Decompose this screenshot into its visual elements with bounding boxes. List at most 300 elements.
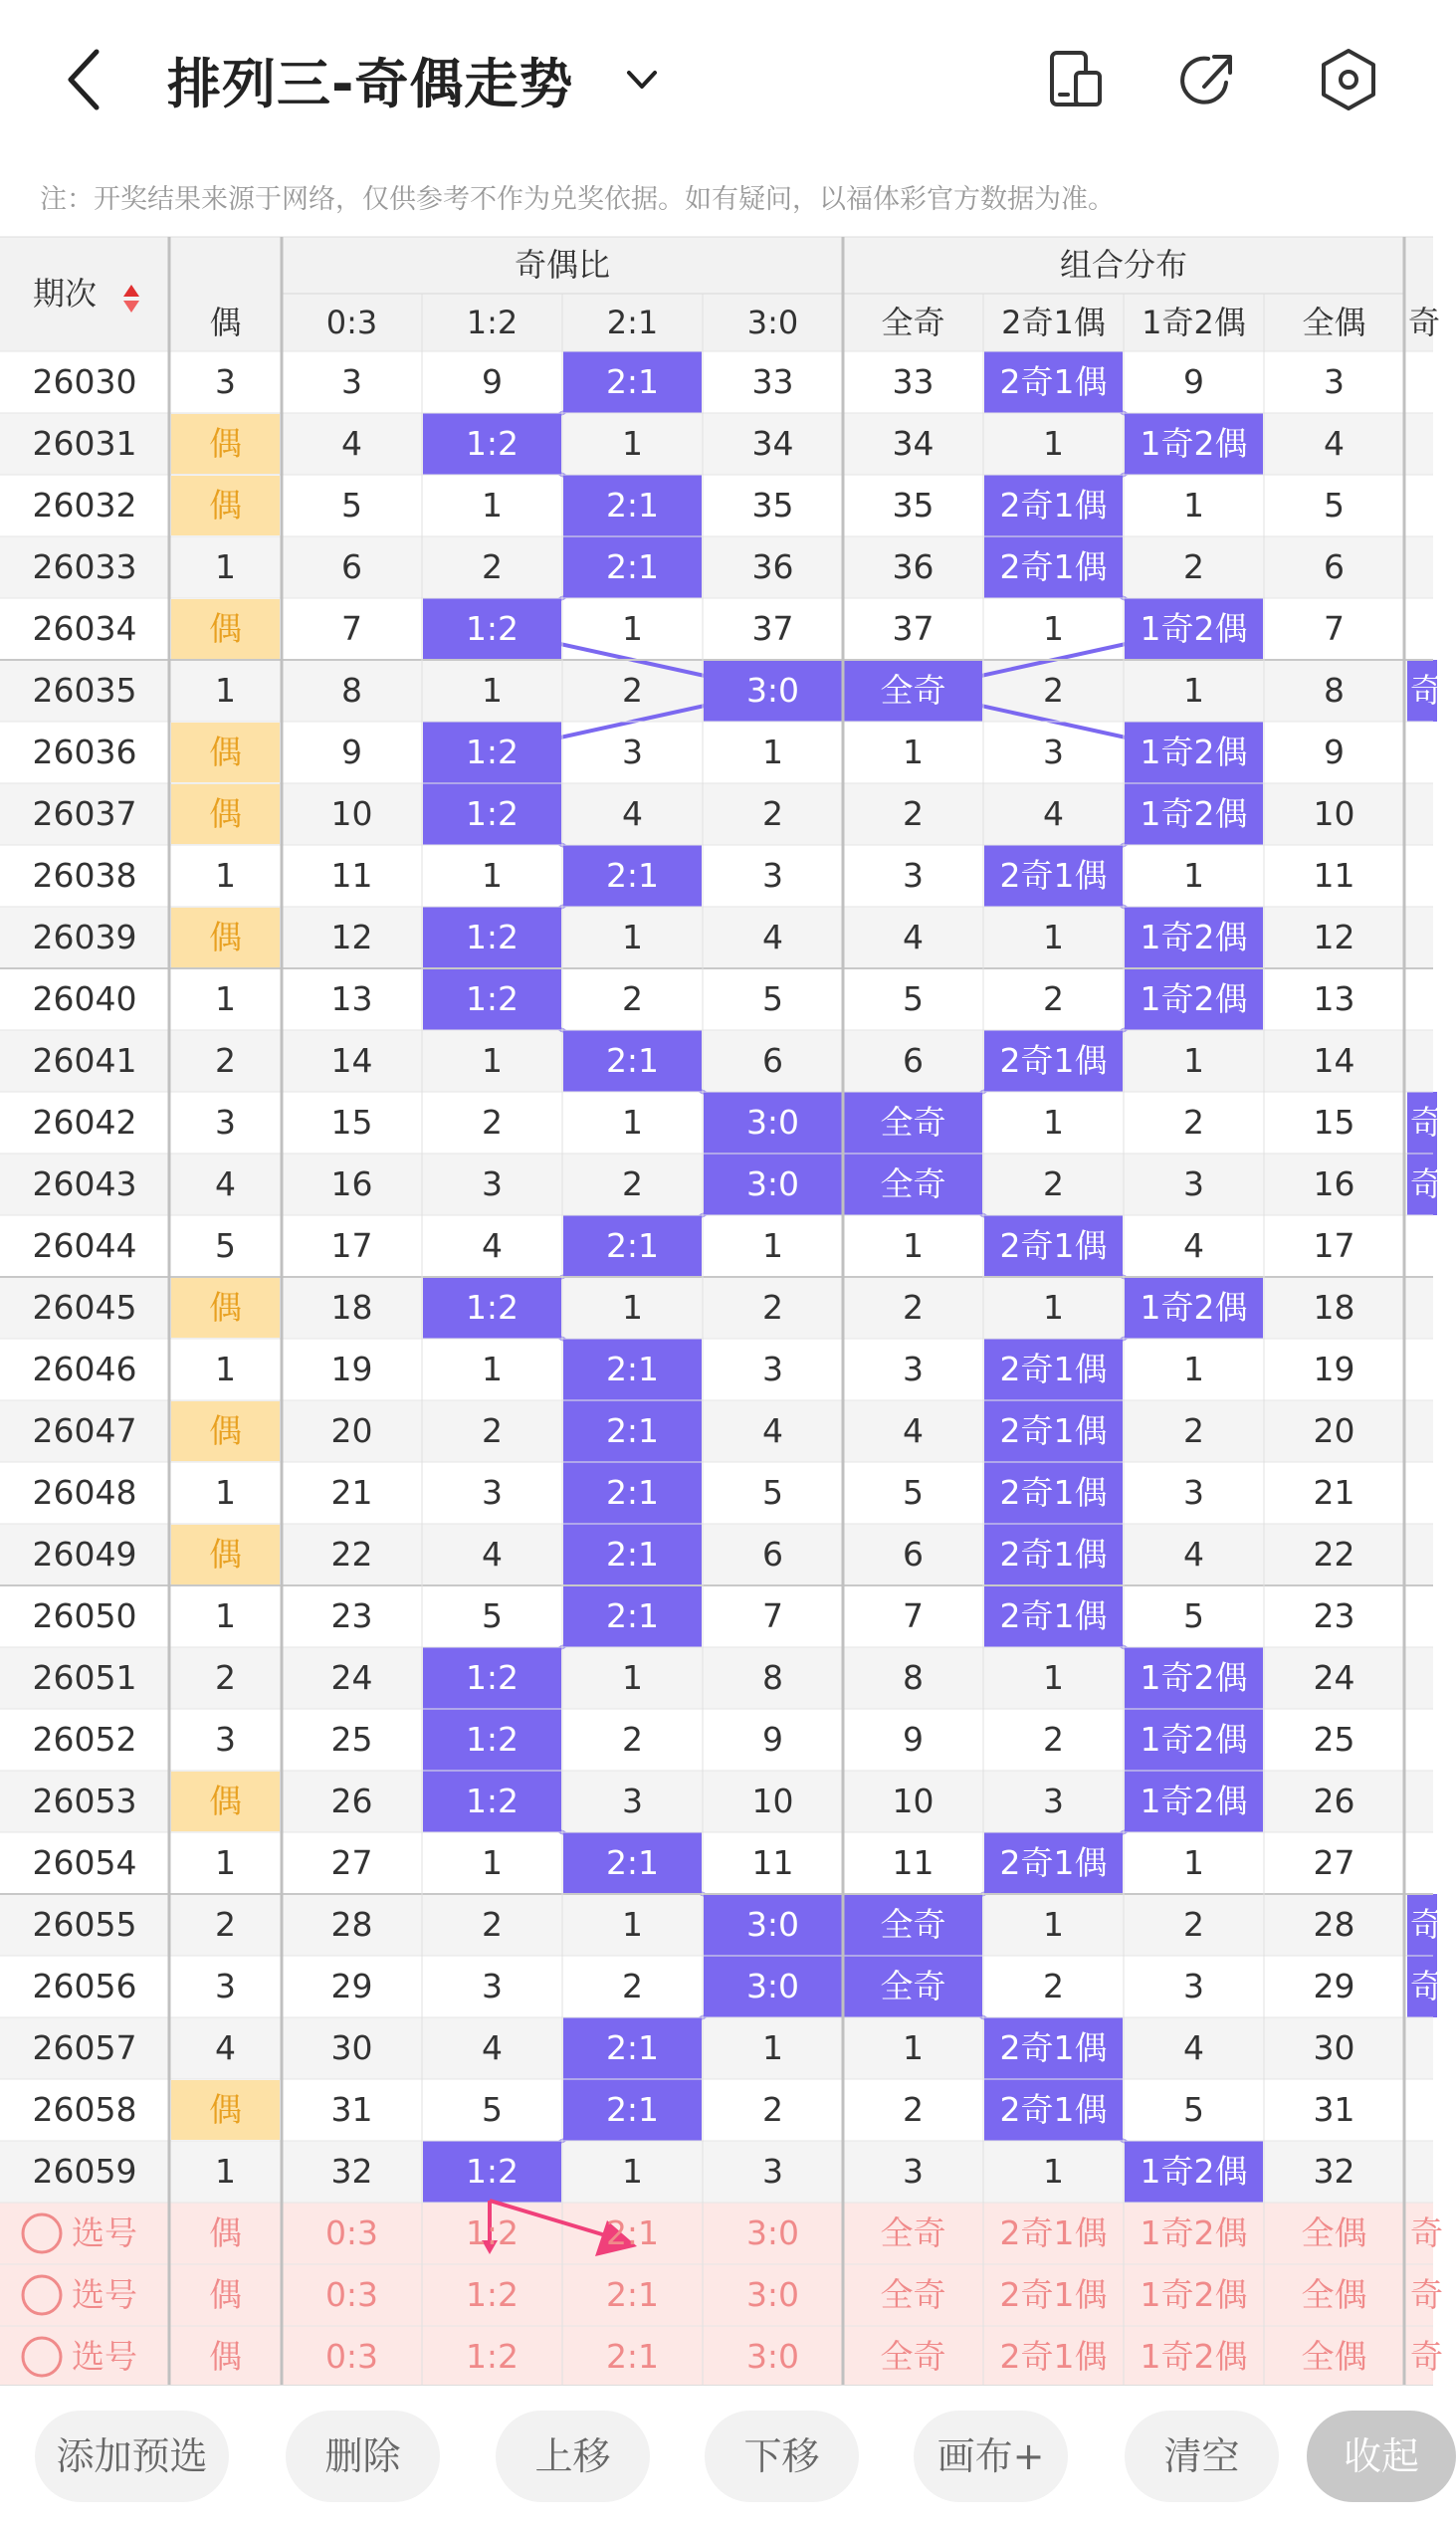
ratio-miss-cell: 30 <box>330 2028 373 2067</box>
period-cell: 26036 <box>32 733 137 771</box>
combo-miss-cell: 9 <box>1183 362 1204 401</box>
combo-hit-cell: 全奇 <box>880 1164 946 1203</box>
period-cell: 26041 <box>32 1041 137 1080</box>
odd-even-cell: 偶 <box>209 918 242 956</box>
combo-miss-cell: 1 <box>1043 1288 1064 1327</box>
ratio-hit-cell: 1:2 <box>465 2152 520 2191</box>
ratio-miss-cell: 3 <box>622 733 643 771</box>
select-label[interactable]: 选号 <box>72 2275 137 2314</box>
combo-miss-cell: 2 <box>903 1288 924 1327</box>
ratio-hit-cell: 1:2 <box>465 733 520 771</box>
select-ratio-option[interactable]: 2:1 <box>605 2213 660 2252</box>
col-header-overflow: 奇 <box>1407 304 1440 341</box>
period-cell: 26048 <box>32 1473 137 1512</box>
combo-miss-cell: 4 <box>1324 424 1345 463</box>
ratio-miss-cell: 24 <box>330 1658 373 1697</box>
odd-even-cell: 4 <box>215 2028 236 2067</box>
combo-hit-cell: 2奇1偶 <box>999 1843 1108 1882</box>
combo-miss-cell: 3 <box>1183 1967 1204 2005</box>
combo-miss-cell: 2 <box>1183 1103 1204 1142</box>
odd-even-cell: 3 <box>215 1103 236 1142</box>
ratio-miss-cell: 18 <box>330 1288 373 1327</box>
period-cell: 26052 <box>32 1720 137 1759</box>
delete-button[interactable]: 删除 <box>286 2411 440 2502</box>
overflow-hit-cell: 奇 <box>1410 1967 1443 2005</box>
select-combo-option[interactable]: 1奇2偶 <box>1140 2213 1248 2252</box>
combo-hit-cell: 全奇 <box>880 671 946 710</box>
ratio-miss-cell: 4 <box>341 424 362 463</box>
ratio-miss-cell: 5 <box>482 1596 503 1635</box>
odd-even-cell: 1 <box>215 1350 236 1388</box>
odd-even-cell: 偶 <box>209 1411 242 1450</box>
combo-hit-cell: 2奇1偶 <box>999 1596 1108 1635</box>
combo-miss-cell: 5 <box>1183 1596 1204 1635</box>
combo-miss-cell: 14 <box>1313 1041 1355 1080</box>
combo-miss-cell: 32 <box>1313 2152 1355 2191</box>
odd-even-cell: 偶 <box>209 609 242 648</box>
select-ratio-option[interactable]: 1:2 <box>465 2337 520 2376</box>
period-cell: 26035 <box>32 671 137 710</box>
period-cell: 26039 <box>32 918 137 956</box>
combo-miss-cell: 1 <box>903 1226 924 1265</box>
chevron-down-icon[interactable] <box>617 55 667 105</box>
combo-miss-cell: 9 <box>903 1720 924 1759</box>
combo-miss-cell: 17 <box>1313 1226 1355 1265</box>
col-header-ratio-0: 0:3 <box>325 304 378 341</box>
select-combo-option[interactable]: 2奇1偶 <box>999 2275 1108 2314</box>
combo-miss-cell: 13 <box>1313 979 1355 1018</box>
combo-hit-cell: 2奇1偶 <box>999 1041 1108 1080</box>
combo-miss-cell: 3 <box>1183 1164 1204 1203</box>
ratio-miss-cell: 3 <box>341 362 362 401</box>
ratio-miss-cell: 8 <box>762 1658 783 1697</box>
select-combo-option[interactable]: 2奇1偶 <box>999 2213 1108 2252</box>
collapse-button[interactable]: 收起 <box>1307 2411 1456 2502</box>
combo-miss-cell: 1 <box>1183 1041 1204 1080</box>
ratio-miss-cell: 17 <box>330 1226 373 1265</box>
ratio-miss-cell: 11 <box>330 856 373 895</box>
ratio-miss-cell: 1 <box>762 2028 783 2067</box>
ratio-hit-cell: 2:1 <box>605 1535 660 1574</box>
ratio-miss-cell: 2 <box>762 794 783 833</box>
col-header-combo-0: 全奇 <box>881 304 945 341</box>
combo-miss-cell: 2 <box>1183 547 1204 586</box>
select-odd-even[interactable]: 偶 <box>209 2337 242 2376</box>
period-cell: 26043 <box>32 1164 137 1203</box>
combo-miss-cell: 3 <box>903 2152 924 2191</box>
ratio-miss-cell: 2 <box>482 547 503 586</box>
ratio-miss-cell: 9 <box>482 362 503 401</box>
combo-miss-cell: 36 <box>892 547 935 586</box>
odd-even-cell: 1 <box>215 2152 236 2191</box>
combo-miss-cell: 2 <box>1043 1967 1064 2005</box>
combo-miss-cell: 1 <box>1043 1103 1064 1142</box>
combo-miss-cell: 8 <box>903 1658 924 1697</box>
ratio-miss-cell: 2 <box>482 1411 503 1450</box>
ratio-hit-cell: 1:2 <box>465 1720 520 1759</box>
combo-miss-cell: 4 <box>1043 794 1064 833</box>
combo-miss-cell: 5 <box>1324 486 1345 525</box>
select-ratio-option[interactable]: 3:0 <box>745 2337 800 2376</box>
ratio-miss-cell: 33 <box>751 362 794 401</box>
odd-even-cell: 偶 <box>209 486 242 525</box>
period-cell: 26034 <box>32 609 137 648</box>
ratio-miss-cell: 28 <box>330 1905 373 1944</box>
combo-miss-cell: 1 <box>903 733 924 771</box>
period-cell: 26037 <box>32 794 137 833</box>
select-combo-option[interactable]: 全奇 <box>880 2337 946 2376</box>
share-icon[interactable] <box>1174 45 1244 114</box>
move-down-button[interactable]: 下移 <box>705 2411 859 2502</box>
select-label[interactable]: 选号 <box>72 2213 137 2252</box>
ratio-miss-cell: 4 <box>622 794 643 833</box>
combo-miss-cell: 6 <box>903 1041 924 1080</box>
combo-hit-cell: 2奇1偶 <box>999 2090 1108 2129</box>
ratio-miss-cell: 2 <box>622 671 643 710</box>
combo-miss-cell: 7 <box>903 1596 924 1635</box>
combo-miss-cell: 30 <box>1313 2028 1355 2067</box>
trend-table <box>0 237 1443 2385</box>
combo-miss-cell: 1 <box>1183 1843 1204 1882</box>
period-cell: 26042 <box>32 1103 137 1142</box>
combo-miss-cell: 1 <box>1183 671 1204 710</box>
canvas-plus-button[interactable]: 画布+ <box>914 2411 1068 2502</box>
ratio-hit-cell: 2:1 <box>605 1226 660 1265</box>
ratio-hit-cell: 2:1 <box>605 1041 660 1080</box>
ratio-hit-cell: 3:0 <box>745 1164 800 1203</box>
select-combo-option[interactable]: 1奇2偶 <box>1140 2337 1248 2376</box>
combo-miss-cell: 4 <box>1183 1226 1204 1265</box>
odd-even-cell: 1 <box>215 671 236 710</box>
odd-even-cell: 3 <box>215 362 236 401</box>
ratio-miss-cell: 2 <box>622 1720 643 1759</box>
combo-miss-cell: 4 <box>1183 1535 1204 1574</box>
combo-miss-cell: 31 <box>1313 2090 1355 2129</box>
period-cell: 26040 <box>32 979 137 1018</box>
ratio-miss-cell: 7 <box>762 1596 783 1635</box>
combo-miss-cell: 18 <box>1313 1288 1355 1327</box>
combo-miss-cell: 1 <box>1183 1350 1204 1388</box>
period-cell: 26051 <box>32 1658 137 1697</box>
odd-even-cell: 1 <box>215 979 236 1018</box>
select-odd-even[interactable]: 偶 <box>209 2213 242 2252</box>
ratio-miss-cell: 1 <box>482 671 503 710</box>
col-header-combo-2: 1奇2偶 <box>1142 304 1246 341</box>
ratio-hit-cell: 1:2 <box>465 918 520 956</box>
combo-miss-cell: 6 <box>1324 547 1345 586</box>
combo-miss-cell: 22 <box>1313 1535 1355 1574</box>
combo-hit-cell: 1奇2偶 <box>1140 733 1248 771</box>
combo-miss-cell: 35 <box>892 486 935 525</box>
combo-miss-cell: 1 <box>1043 1658 1064 1697</box>
odd-even-cell: 3 <box>215 1967 236 2005</box>
odd-even-cell: 偶 <box>209 1782 242 1820</box>
odd-even-cell: 4 <box>215 1164 236 1203</box>
odd-even-cell: 1 <box>215 1596 236 1635</box>
ratio-hit-cell: 3:0 <box>745 1967 800 2005</box>
period-cell: 26053 <box>32 1782 137 1820</box>
combo-miss-cell: 2 <box>1183 1905 1204 1944</box>
ratio-miss-cell: 2 <box>622 1164 643 1203</box>
period-cell: 26030 <box>32 362 137 401</box>
ratio-miss-cell: 5 <box>482 2090 503 2129</box>
combo-hit-cell: 全奇 <box>880 1905 946 1944</box>
odd-even-cell: 偶 <box>209 733 242 771</box>
combo-miss-cell: 1 <box>903 2028 924 2067</box>
combo-miss-cell: 9 <box>1324 733 1345 771</box>
select-combo-option[interactable]: 全奇 <box>880 2275 946 2314</box>
ratio-miss-cell: 34 <box>751 424 794 463</box>
odd-even-cell: 3 <box>215 1720 236 1759</box>
select-combo-option[interactable]: 2奇1偶 <box>999 2337 1108 2376</box>
combo-miss-cell: 1 <box>1043 1905 1064 1944</box>
ratio-miss-cell: 8 <box>341 671 362 710</box>
col-header-ratio-3: 3:0 <box>746 304 799 341</box>
select-label[interactable]: 选号 <box>72 2337 137 2376</box>
period-cell: 26057 <box>32 2028 137 2067</box>
combo-hit-cell: 2奇1偶 <box>999 1411 1108 1450</box>
ratio-miss-cell: 31 <box>330 2090 373 2129</box>
select-combo-option[interactable]: 全偶 <box>1301 2275 1367 2314</box>
period-cell: 26046 <box>32 1350 137 1388</box>
select-odd-even[interactable]: 偶 <box>209 2275 242 2314</box>
ratio-hit-cell: 1:2 <box>465 979 520 1018</box>
select-ratio-option[interactable]: 0:3 <box>324 2275 379 2314</box>
combo-miss-cell: 3 <box>1043 733 1064 771</box>
combo-miss-cell: 2 <box>1043 1164 1064 1203</box>
combo-miss-cell: 6 <box>903 1535 924 1574</box>
odd-even-cell: 偶 <box>209 2090 242 2129</box>
combo-miss-cell: 2 <box>903 794 924 833</box>
ratio-hit-cell: 1:2 <box>465 794 520 833</box>
period-cell: 26059 <box>32 2152 137 2191</box>
ratio-miss-cell: 1 <box>482 1350 503 1388</box>
ratio-miss-cell: 23 <box>330 1596 373 1635</box>
period-cell: 26056 <box>32 1967 137 2005</box>
ratio-hit-cell: 1:2 <box>465 1288 520 1327</box>
combo-hit-cell: 1奇2偶 <box>1140 979 1248 1018</box>
combo-miss-cell: 4 <box>1183 2028 1204 2067</box>
combo-miss-cell: 4 <box>903 918 924 956</box>
combo-miss-cell: 5 <box>1183 2090 1204 2129</box>
ratio-hit-cell: 2:1 <box>605 547 660 586</box>
ratio-miss-cell: 13 <box>330 979 373 1018</box>
ratio-miss-cell: 36 <box>751 547 794 586</box>
ratio-miss-cell: 6 <box>762 1041 783 1080</box>
ratio-miss-cell: 2 <box>762 2090 783 2129</box>
period-cell: 26050 <box>32 1596 137 1635</box>
odd-even-cell: 1 <box>215 547 236 586</box>
combo-hit-cell: 1奇2偶 <box>1140 1658 1248 1697</box>
combo-miss-cell: 21 <box>1313 1473 1355 1512</box>
odd-even-cell: 偶 <box>209 1288 242 1327</box>
combo-miss-cell: 27 <box>1313 1843 1355 1882</box>
combo-hit-cell: 1奇2偶 <box>1140 918 1248 956</box>
odd-even-cell: 偶 <box>209 1535 242 1574</box>
overflow-hit-cell: 奇 <box>1410 671 1443 710</box>
select-ratio-option[interactable]: 2:1 <box>605 2337 660 2376</box>
combo-miss-cell: 8 <box>1324 671 1345 710</box>
select-ratio-option[interactable]: 1:2 <box>465 2213 520 2252</box>
combo-miss-cell: 5 <box>903 1473 924 1512</box>
select-ratio-option[interactable]: 0:3 <box>324 2213 379 2252</box>
combo-miss-cell: 11 <box>1313 856 1355 895</box>
ratio-miss-cell: 1 <box>622 424 643 463</box>
ratio-miss-cell: 35 <box>751 486 794 525</box>
ratio-hit-cell: 1:2 <box>465 424 520 463</box>
ratio-miss-cell: 9 <box>341 733 362 771</box>
select-combo-option[interactable]: 全奇 <box>880 2213 946 2252</box>
group-ratio-header: 奇偶比 <box>514 246 610 284</box>
combo-miss-cell: 12 <box>1313 918 1355 956</box>
combo-miss-cell: 1 <box>1043 2152 1064 2191</box>
ratio-hit-cell: 2:1 <box>605 1843 660 1882</box>
ratio-miss-cell: 1 <box>622 1103 643 1142</box>
combo-miss-cell: 20 <box>1313 1411 1355 1450</box>
ratio-miss-cell: 1 <box>762 733 783 771</box>
ratio-hit-cell: 2:1 <box>605 1411 660 1450</box>
combo-hit-cell: 1奇2偶 <box>1140 2152 1248 2191</box>
period-cell: 26044 <box>32 1226 137 1265</box>
select-overflow-option[interactable]: 奇 <box>1410 2337 1443 2376</box>
add-preselect-button[interactable]: 添加预选 <box>35 2411 229 2502</box>
page-title[interactable]: 排列三-奇偶走势 <box>167 53 574 115</box>
combo-miss-cell: 2 <box>1183 1411 1204 1450</box>
odd-even-cell: 偶 <box>209 794 242 833</box>
clear-button[interactable]: 清空 <box>1125 2411 1279 2502</box>
move-up-button[interactable]: 上移 <box>496 2411 650 2502</box>
select-ratio-option[interactable]: 1:2 <box>465 2275 520 2314</box>
ratio-miss-cell: 19 <box>330 1350 373 1388</box>
combo-hit-cell: 1奇2偶 <box>1140 794 1248 833</box>
combo-miss-cell: 3 <box>1324 362 1345 401</box>
odd-even-cell: 1 <box>215 856 236 895</box>
phone-layout-icon[interactable] <box>1040 45 1110 114</box>
ratio-miss-cell: 1 <box>622 1905 643 1944</box>
combo-miss-cell: 10 <box>1313 794 1355 833</box>
ratio-miss-cell: 6 <box>762 1535 783 1574</box>
combo-hit-cell: 2奇1偶 <box>999 1473 1108 1512</box>
select-ratio-option[interactable]: 0:3 <box>324 2337 379 2376</box>
select-combo-option[interactable]: 全偶 <box>1301 2337 1367 2376</box>
ratio-miss-cell: 2 <box>622 1967 643 2005</box>
combo-hit-cell: 全奇 <box>880 1967 946 2005</box>
combo-hit-cell: 全奇 <box>880 1103 946 1142</box>
back-icon[interactable] <box>55 40 114 119</box>
combo-hit-cell: 2奇1偶 <box>999 2028 1108 2067</box>
ratio-hit-cell: 2:1 <box>605 2090 660 2129</box>
ratio-miss-cell: 3 <box>622 1782 643 1820</box>
period-cell: 26032 <box>32 486 137 525</box>
combo-miss-cell: 16 <box>1313 1164 1355 1203</box>
ratio-miss-cell: 3 <box>482 1967 503 2005</box>
combo-miss-cell: 15 <box>1313 1103 1355 1142</box>
combo-hit-cell: 2奇1偶 <box>999 486 1108 525</box>
ratio-miss-cell: 14 <box>330 1041 373 1080</box>
settings-icon[interactable] <box>1314 45 1383 114</box>
ratio-miss-cell: 1 <box>762 1226 783 1265</box>
select-combo-option[interactable]: 1奇2偶 <box>1140 2275 1248 2314</box>
odd-even-cell: 1 <box>215 1473 236 1512</box>
ratio-miss-cell: 15 <box>330 1103 373 1142</box>
combo-miss-cell: 5 <box>903 979 924 1018</box>
overflow-hit-cell: 奇 <box>1410 1905 1443 1944</box>
ratio-miss-cell: 2 <box>482 1103 503 1142</box>
ratio-miss-cell: 4 <box>482 1226 503 1265</box>
ratio-miss-cell: 22 <box>330 1535 373 1574</box>
combo-hit-cell: 1奇2偶 <box>1140 1782 1248 1820</box>
combo-hit-cell: 1奇2偶 <box>1140 609 1248 648</box>
ratio-miss-cell: 3 <box>762 2152 783 2191</box>
combo-miss-cell: 3 <box>1183 1473 1204 1512</box>
app-header <box>0 0 1433 154</box>
col-header-ratio-1: 1:2 <box>466 304 519 341</box>
ratio-miss-cell: 11 <box>751 1843 794 1882</box>
period-cell: 26031 <box>32 424 137 463</box>
ratio-miss-cell: 1 <box>622 918 643 956</box>
odd-even-cell: 5 <box>215 1226 236 1265</box>
ratio-miss-cell: 5 <box>341 486 362 525</box>
select-ratio-option[interactable]: 2:1 <box>605 2275 660 2314</box>
select-overflow-option[interactable]: 奇 <box>1410 2275 1443 2314</box>
ratio-miss-cell: 32 <box>330 2152 373 2191</box>
odd-even-cell: 2 <box>215 1041 236 1080</box>
col-header-ou: 偶 <box>209 304 242 341</box>
select-ratio-option[interactable]: 3:0 <box>745 2213 800 2252</box>
ratio-miss-cell: 2 <box>622 979 643 1018</box>
ratio-hit-cell: 2:1 <box>605 856 660 895</box>
ratio-miss-cell: 5 <box>762 979 783 1018</box>
ratio-miss-cell: 4 <box>482 2028 503 2067</box>
overflow-hit-cell: 奇 <box>1410 1164 1443 1203</box>
combo-miss-cell: 29 <box>1313 1967 1355 2005</box>
ratio-miss-cell: 7 <box>341 609 362 648</box>
ratio-miss-cell: 1 <box>482 1843 503 1882</box>
ratio-miss-cell: 2 <box>482 1905 503 1944</box>
ratio-miss-cell: 4 <box>482 1535 503 1574</box>
ratio-miss-cell: 2 <box>762 1288 783 1327</box>
ratio-miss-cell: 4 <box>762 1411 783 1450</box>
ratio-miss-cell: 1 <box>622 609 643 648</box>
select-combo-option[interactable]: 全偶 <box>1301 2213 1367 2252</box>
odd-even-cell: 1 <box>215 1843 236 1882</box>
ratio-miss-cell: 27 <box>330 1843 373 1882</box>
ratio-miss-cell: 1 <box>622 2152 643 2191</box>
ratio-miss-cell: 25 <box>330 1720 373 1759</box>
ratio-miss-cell: 5 <box>762 1473 783 1512</box>
col-header-ratio-2: 2:1 <box>606 304 659 341</box>
ratio-miss-cell: 9 <box>762 1720 783 1759</box>
ratio-miss-cell: 1 <box>482 486 503 525</box>
ratio-hit-cell: 2:1 <box>605 486 660 525</box>
ratio-miss-cell: 16 <box>330 1164 373 1203</box>
combo-miss-cell: 2 <box>1043 1720 1064 1759</box>
combo-miss-cell: 1 <box>1043 424 1064 463</box>
combo-hit-cell: 1奇2偶 <box>1140 1720 1248 1759</box>
combo-miss-cell: 3 <box>1043 1782 1064 1820</box>
combo-miss-cell: 1 <box>1043 918 1064 956</box>
combo-miss-cell: 19 <box>1313 1350 1355 1388</box>
combo-hit-cell: 1奇2偶 <box>1140 1288 1248 1327</box>
select-ratio-option[interactable]: 3:0 <box>745 2275 800 2314</box>
disclaimer-notice: 注：开奖结果来源于网络，仅供参考不作为兑奖依据。如有疑问，以福体彩官方数据为准。 <box>40 184 1115 215</box>
combo-hit-cell: 2奇1偶 <box>999 362 1108 401</box>
combo-miss-cell: 2 <box>1043 671 1064 710</box>
select-overflow-option[interactable]: 奇 <box>1410 2213 1443 2252</box>
ratio-hit-cell: 2:1 <box>605 1350 660 1388</box>
ratio-hit-cell: 1:2 <box>465 609 520 648</box>
combo-miss-cell: 10 <box>892 1782 935 1820</box>
